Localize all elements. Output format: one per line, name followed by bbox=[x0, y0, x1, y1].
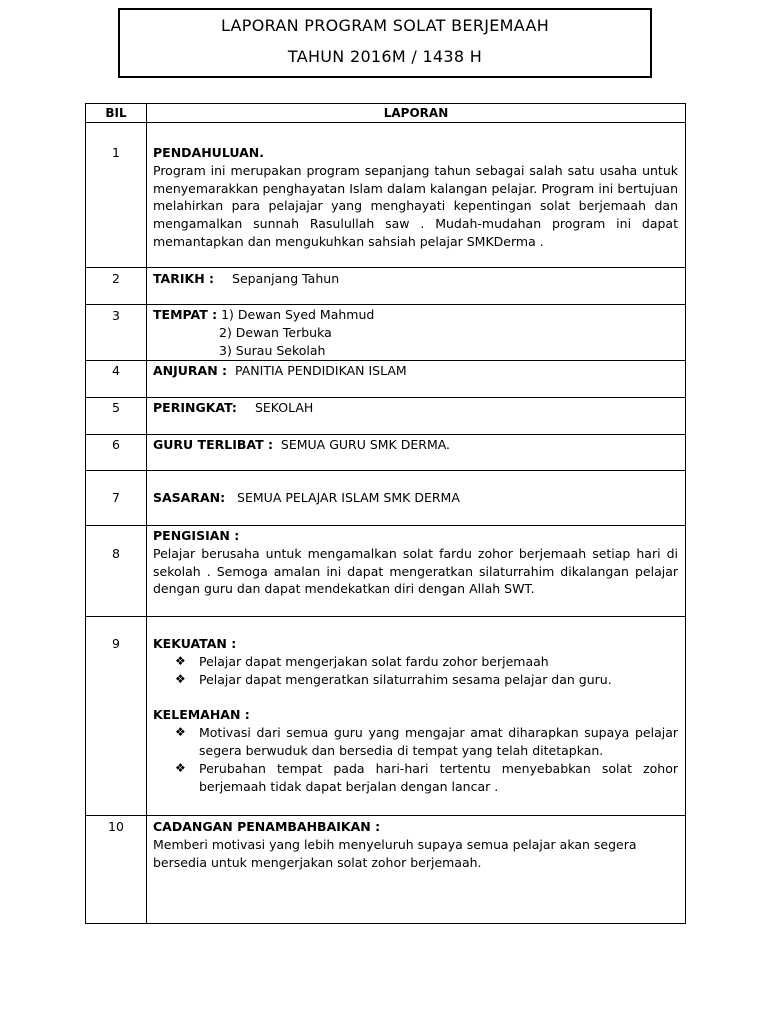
column-header-laporan: LAPORAN bbox=[147, 104, 686, 123]
place-item: 2) Dewan Terbuka bbox=[219, 324, 332, 340]
row-number: 3 bbox=[86, 305, 147, 361]
list-item: ❖ Pelajar dapat mengeratkan silaturrahim sesama pelajar dan guru. bbox=[175, 671, 612, 687]
table-row bbox=[86, 816, 686, 924]
section-text: Pelajar berusaha untuk mengamalkan solat fardu zohor berjemaah setiap hari di sekolah . Semoga amalan ini dapat mengeratkan silaturrahim dikalangan pelajar dengan guru dan dapat mendekatkan diri dengan Allah SWT. bbox=[153, 545, 678, 597]
row-content bbox=[147, 361, 686, 398]
table-row bbox=[86, 398, 686, 435]
strengths-heading: KEKUATAN : bbox=[153, 636, 237, 651]
section-text: Program ini merupakan program sepanjang tahun sebagai salah satu usaha untuk menyemarakkan penghayatan Islam dalam kalangan pelajar. Program ini bertujuan melahirkan para pelajajar yang menghayati kepentingan solat berjemaah dan mengamalkan sunnah Rasulullah saw . Mudah-mudahan program ini dapat memantapkan dan mengukuhkan sahsiah pelajar SMKDerma . bbox=[153, 162, 678, 249]
report-year: TAHUN 2016M / 1438 H bbox=[287, 47, 483, 66]
field-value: SEMUA PELAJAR ISLAM SMK DERMA bbox=[237, 490, 460, 505]
report-table bbox=[85, 103, 686, 924]
section-text: Memberi motivasi yang lebih menyeluruh supaya semua pelajar akan segera bersedia untuk mengerjakan solat zohor berjemaah. bbox=[153, 836, 637, 870]
report-title: LAPORAN PROGRAM SOLAT BERJEMAAH bbox=[220, 16, 550, 35]
column-header-bil: BIL bbox=[86, 104, 147, 123]
field-label: TEMPAT : bbox=[153, 307, 218, 322]
field-label: GURU TERLIBAT : bbox=[153, 437, 273, 452]
place-item: 3) Surau Sekolah bbox=[219, 342, 326, 358]
row-number: 10 bbox=[86, 816, 147, 924]
field-label: ANJURAN : bbox=[153, 363, 228, 378]
diamond-bullet-icon: ❖ bbox=[175, 653, 186, 668]
row-number: 5 bbox=[86, 398, 147, 435]
field-label: PERINGKAT: bbox=[153, 400, 237, 415]
row-content bbox=[147, 268, 686, 305]
row-number: 1 bbox=[86, 123, 147, 268]
table-row bbox=[86, 471, 686, 526]
row-content bbox=[147, 617, 686, 816]
row-number: 2 bbox=[86, 268, 147, 305]
section-heading: PENDAHULUAN. bbox=[153, 145, 264, 160]
row-number: 9 bbox=[86, 617, 147, 816]
row-number: 8 bbox=[86, 526, 147, 617]
table-row bbox=[86, 361, 686, 398]
diamond-bullet-icon: ❖ bbox=[175, 671, 186, 686]
table-row bbox=[86, 435, 686, 471]
report-title-box bbox=[118, 8, 652, 78]
row-content bbox=[147, 435, 686, 471]
strengths-list bbox=[153, 653, 678, 689]
diamond-bullet-icon: ❖ bbox=[175, 725, 186, 740]
list-item: ❖ Motivasi dari semua guru yang mengajar amat diharapkan supaya pelajar segera berwuduk dan bersedia di tempat yang telah ditetapkan. bbox=[175, 725, 678, 758]
section-heading: CADANGAN PENAMBAHBAIKAN : bbox=[153, 819, 381, 834]
row-number: 4 bbox=[86, 361, 147, 398]
field-value: SEMUA GURU SMK DERMA. bbox=[280, 437, 451, 452]
list-item: ❖ Pelajar dapat mengerjakan solat fardu zohor berjemaah bbox=[175, 653, 549, 669]
row-content bbox=[147, 305, 686, 361]
field-value: Sepanjang Tahun bbox=[232, 271, 340, 286]
diamond-bullet-icon: ❖ bbox=[175, 760, 186, 775]
table-header-row bbox=[86, 104, 686, 123]
table-row bbox=[86, 305, 686, 361]
weaknesses-list bbox=[153, 724, 678, 795]
row-content bbox=[147, 526, 686, 617]
row-content bbox=[147, 471, 686, 526]
list-item: ❖ Perubahan tempat pada hari-hari tertentu menyebabkan solat zohor berjemaah tidak dapat berjalan dengan lancar . bbox=[175, 760, 678, 794]
row-number: 7 bbox=[86, 471, 147, 526]
table-row bbox=[86, 268, 686, 305]
row-content bbox=[147, 123, 686, 268]
row-content bbox=[147, 816, 686, 924]
row-content bbox=[147, 398, 686, 435]
place-item: 1) Dewan Syed Mahmud bbox=[221, 307, 375, 322]
table-row bbox=[86, 617, 686, 816]
field-value: SEKOLAH bbox=[254, 400, 314, 415]
section-heading: PENGISIAN : bbox=[153, 528, 240, 543]
weaknesses-heading: KELEMAHAN : bbox=[153, 707, 250, 723]
field-value: PANITIA PENDIDIKAN ISLAM bbox=[235, 363, 407, 378]
table-row bbox=[86, 526, 686, 617]
field-label: TARIKH : bbox=[153, 271, 215, 286]
row-number: 6 bbox=[86, 435, 147, 471]
field-label: SASARAN: bbox=[153, 490, 226, 505]
table-row bbox=[86, 123, 686, 268]
